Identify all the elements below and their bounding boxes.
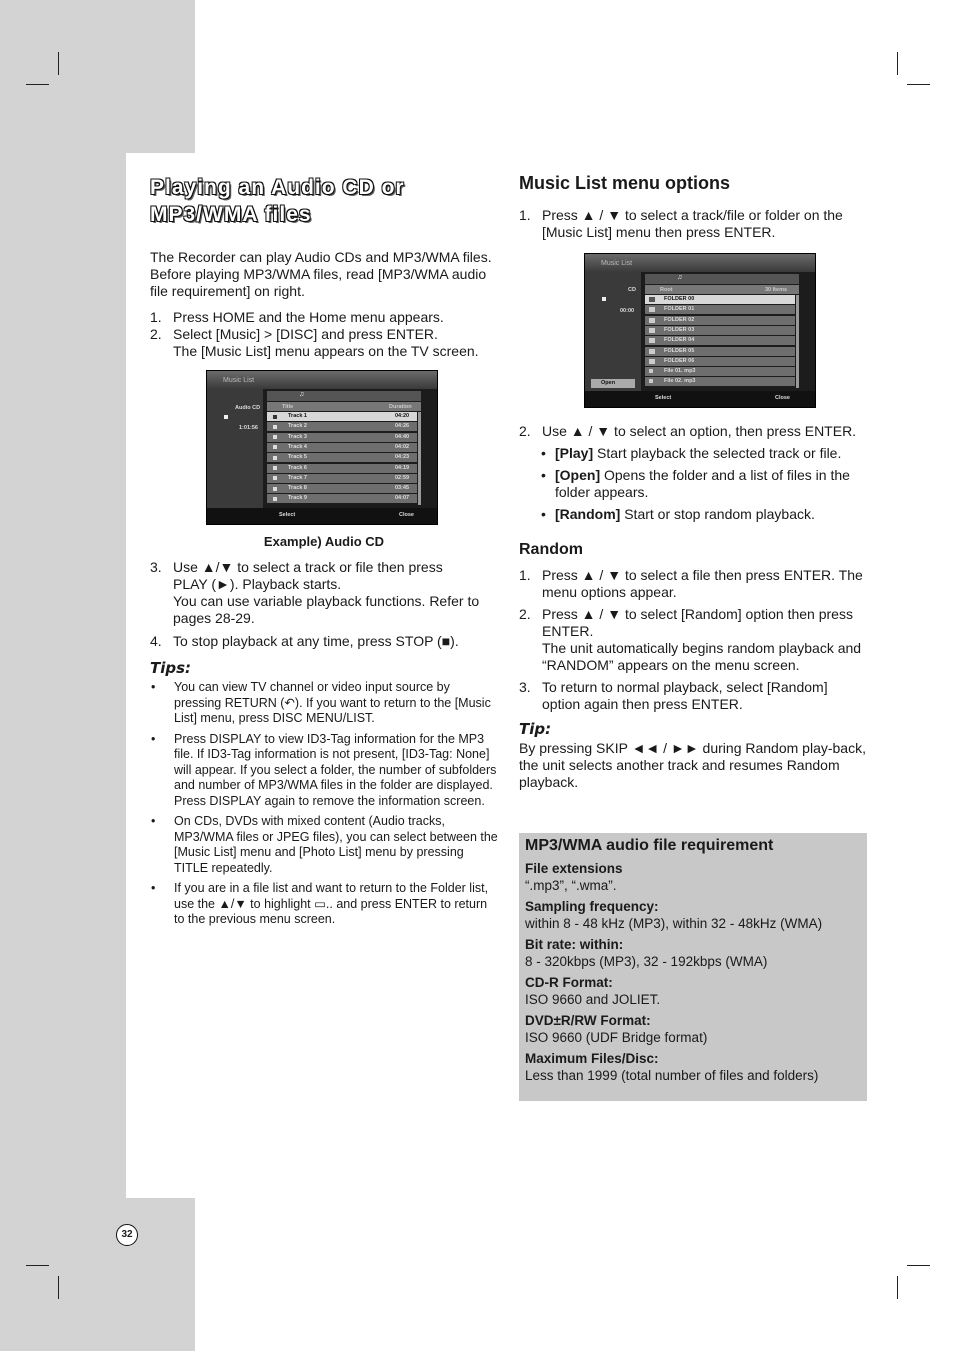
requirements-box	[519, 833, 867, 1101]
right-column	[519, 170, 869, 791]
track-icon	[273, 435, 277, 439]
req-label: File extensions	[525, 861, 623, 876]
track-icon	[273, 476, 277, 480]
folder-icon	[649, 349, 655, 354]
menu-options-heading: Music List menu options	[519, 173, 731, 193]
step-item: 3. To return to normal playback, select [Random] option again then press ENTER.	[519, 679, 828, 712]
screen-header: Music List	[223, 377, 255, 384]
tip-text: By pressing SKIP ◄◄ / ►► during Random play-back, the unit selects another track and resumes Random playback.	[519, 740, 866, 790]
track-name: Track 1	[288, 413, 307, 419]
total-time: 1:01:56	[239, 425, 258, 431]
track-name: Track 6	[288, 464, 307, 471]
stop-indicator	[224, 415, 228, 419]
folder-name: FOLDER 03	[664, 326, 695, 333]
track-duration: 04:20	[395, 413, 410, 419]
track-icon	[273, 445, 277, 449]
folder-name: File 02. mp3	[664, 378, 696, 385]
track-icon	[273, 487, 277, 491]
option-open: • [Open] Opens the folder and a list of files in the folder appears.	[541, 467, 850, 500]
track-duration: 04:02	[395, 443, 410, 450]
tip-item: • On CDs, DVDs with mixed content (Audio tracks, MP3/WMA files or JPEG files), you can select between the [Music List] menu and [Photo List] menu by pressing TITLE repeatedly.	[151, 814, 498, 875]
track-icon	[273, 497, 277, 501]
root-label: Root	[660, 287, 673, 293]
req-label: DVD±R/RW Format:	[525, 1013, 651, 1028]
track-duration: 04:07	[395, 495, 410, 502]
track-name: Track 4	[288, 443, 307, 450]
screen-caption: Example) Audio CD	[263, 534, 385, 549]
random-heading: Random	[519, 541, 583, 558]
left-column	[150, 170, 498, 933]
crop-mark	[58, 1276, 59, 1299]
time-readout: 00:00	[620, 308, 635, 314]
open-option: Open	[601, 380, 616, 386]
track-icon	[273, 466, 277, 470]
crop-mark	[897, 52, 898, 75]
track-name: Track 8	[288, 485, 307, 492]
folder-name: FOLDER 05	[664, 347, 695, 354]
music-note-icon: ♫	[677, 274, 683, 281]
step-item-continued: The [Music List] menu appears on the TV screen.	[173, 343, 479, 359]
music-note-icon: ♫	[299, 391, 305, 398]
crop-mark	[907, 1265, 930, 1266]
req-value: ISO 9660 (UDF Bridge format)	[525, 1030, 708, 1045]
track-icon	[273, 456, 277, 460]
tip-item: • Press DISPLAY to view ID3-Tag information for the MP3 file. If ID3-Tag information is not present, [ID3-Tag: None] will appear. If you select a folder, the number of subfolders and number of MP3/WMA files in the folder are displayed. Press DISPLAY again to remove the information screen.	[151, 731, 497, 808]
step-item: 1. Press HOME and the Home menu appears.	[150, 309, 444, 325]
page-title: Playing an Audio CD or MP3/WMA files	[150, 176, 405, 226]
track-duration: 02:59	[395, 474, 410, 481]
req-value: Less than 1999 (total number of files and folders)	[525, 1068, 819, 1083]
scrollbar[interactable]	[796, 295, 799, 388]
folder-icon	[649, 318, 655, 323]
tips-list	[150, 680, 498, 928]
track-duration: 04:40	[395, 433, 410, 440]
track-name: Track 3	[288, 433, 307, 440]
menu-steps-2	[519, 423, 869, 440]
requirements-heading: MP3/WMA audio file requirement	[525, 837, 774, 854]
item-count: 30 Items	[765, 287, 788, 293]
col-duration-header: Duration	[389, 404, 412, 410]
folder-icon	[649, 297, 655, 302]
req-value: ISO 9660 and JOLIET.	[525, 992, 661, 1007]
folder-name: FOLDER 02	[664, 316, 695, 323]
page-number: 32	[116, 1224, 138, 1246]
req-value: within 8 - 48 kHz (MP3), within 32 - 48kHz (WMA)	[525, 916, 823, 931]
crop-mark	[897, 1276, 898, 1299]
step-item: 2. Press ▲ / ▼ to select [Random] option then press ENTER. The unit automatically begins random playback and “RANDOM” appears on the menu screen.	[519, 606, 862, 673]
step-item: 3. Use ▲/▼ to select a track or file then press PLAY (►). Playback starts. You can use variable playback functions. Refer to pages 28-29.	[150, 559, 480, 626]
disc-label: Audio CD	[235, 405, 261, 411]
tip-item: • If you are in a file list and want to return to the Folder list, use the ▲/▼ to highlight ▭.. and press ENTER to return to the previous menu screen.	[151, 881, 489, 926]
req-label: Maximum Files/Disc:	[525, 1051, 659, 1066]
margin-block-top	[0, 0, 195, 153]
tip-heading: Tip:	[519, 720, 552, 738]
file-icon	[649, 369, 653, 373]
crop-mark	[907, 84, 930, 85]
req-label: Bit rate: within:	[525, 937, 624, 952]
tips-heading: Tips:	[150, 659, 192, 677]
track-duration: 04:19	[395, 464, 410, 471]
folder-icon	[649, 328, 655, 333]
step-item: 4. To stop playback at any time, press STOP (■).	[150, 633, 459, 649]
footer-select: Select	[279, 512, 296, 518]
footer-select: Select	[655, 395, 672, 401]
track-name: Track 7	[288, 474, 307, 481]
steps-list-b	[150, 559, 498, 650]
track-name: Track 9	[288, 495, 307, 502]
folder-name: FOLDER 00	[664, 296, 695, 302]
folder-name: FOLDER 06	[664, 357, 695, 364]
option-random: • [Random] Start or stop random playback.	[541, 506, 815, 522]
col-title-header: Title	[282, 404, 294, 410]
stop-indicator	[602, 297, 606, 301]
step-item: 1. Press ▲ / ▼ to select a file then press ENTER. The menu options appear.	[519, 567, 863, 600]
file-icon	[649, 379, 653, 383]
req-label: CD-R Format:	[525, 975, 613, 990]
crop-mark	[58, 52, 59, 75]
step-item: 1. Press ▲ / ▼ to select a track/file or folder on the [Music List] menu then press ENTER.	[519, 207, 843, 240]
footer-close: Close	[399, 512, 414, 518]
intro-paragraph: The Recorder can play Audio CDs and MP3/WMA files. Before playing MP3/WMA files, read [MP3/WMA audio file requirement] on right.	[150, 249, 492, 299]
option-play: • [Play] Start playback the selected track or file.	[541, 445, 842, 461]
margin-block-bottom	[0, 1198, 195, 1351]
folder-icon	[649, 307, 655, 312]
req-value: 8 - 320kbps (MP3), 32 - 192kbps (WMA)	[525, 954, 768, 969]
track-icon	[273, 415, 277, 419]
track-name: Track 5	[288, 454, 307, 461]
margin-block-left	[0, 153, 126, 1198]
music-list-screen-folders	[584, 253, 816, 408]
folder-name: FOLDER 04	[664, 337, 695, 344]
footer-close: Close	[775, 395, 790, 401]
tip-item: • You can view TV channel or video input source by pressing RETURN (↶). If you want to return to the [Music List] menu, press DISC MENU/LIST.	[151, 680, 491, 725]
music-list-screen-audio-cd	[206, 370, 438, 525]
scrollbar[interactable]	[418, 412, 421, 505]
step-item: 2. Use ▲ / ▼ to select an option, then press ENTER.	[519, 423, 857, 439]
track-name: Track 2	[288, 423, 307, 430]
folder-icon	[649, 338, 655, 343]
screen-header: Music List	[601, 260, 633, 267]
step-item: 2. Select [Music] > [DISC] and press ENTER.	[150, 326, 438, 342]
req-value: “.mp3”, “.wma”.	[525, 878, 617, 893]
track-duration: 04:26	[395, 423, 410, 430]
options-list	[519, 445, 869, 523]
crop-mark	[26, 1265, 49, 1266]
folder-name: File 01. mp3	[664, 368, 696, 375]
random-steps	[519, 567, 869, 713]
req-label: Sampling frequency:	[525, 899, 659, 914]
folder-name: FOLDER 01	[664, 306, 695, 313]
track-duration: 04:23	[395, 454, 410, 461]
steps-list-a	[150, 309, 498, 360]
track-icon	[273, 425, 277, 429]
disc-label: CD	[628, 287, 636, 293]
track-duration: 03:45	[395, 485, 410, 492]
crop-mark	[26, 84, 49, 85]
folder-icon	[649, 359, 655, 364]
menu-steps	[519, 207, 869, 241]
